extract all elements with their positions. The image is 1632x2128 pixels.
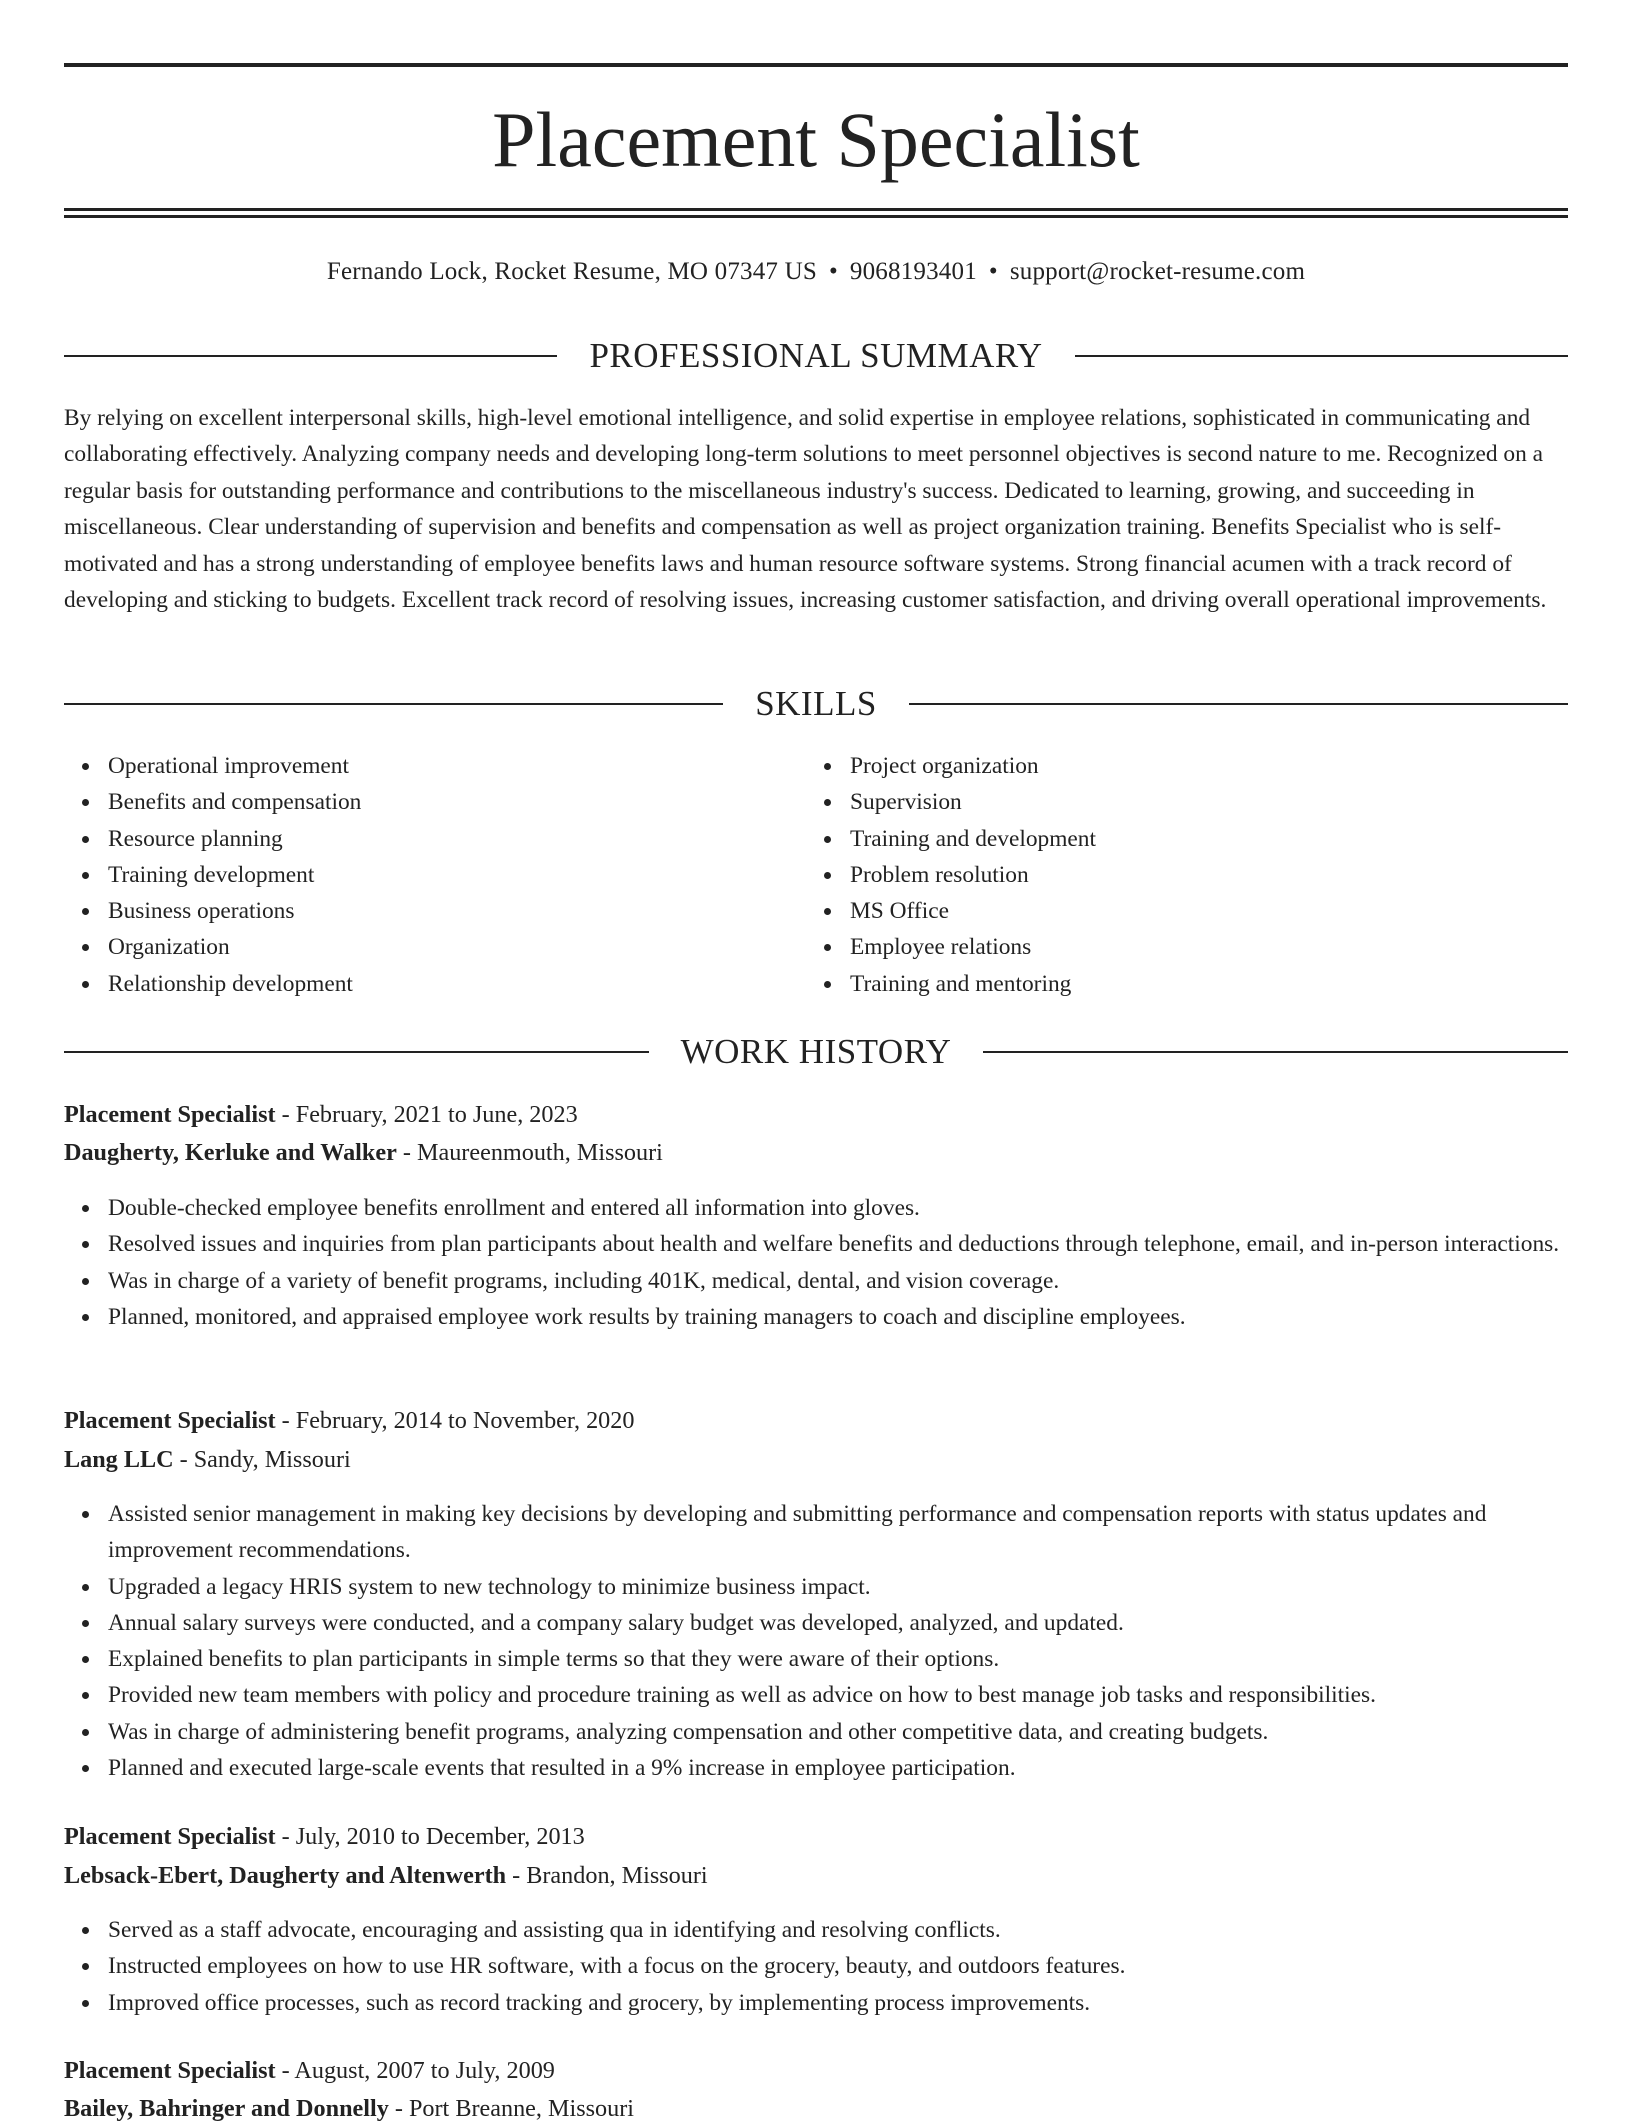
job-bullet: Upgraded a legacy HRIS system to new technology to minimize business impact.: [108, 1569, 1568, 1605]
job-dates: - February, 2014 to November, 2020: [275, 1407, 635, 1434]
job-company: Lebsack-Ebert, Daugherty and Altenwerth: [64, 1862, 507, 1889]
skill-item: Training development: [108, 857, 808, 893]
summary-heading-label: PROFESSIONAL SUMMARY: [589, 336, 1043, 375]
job-company-line: [64, 1134, 1568, 1172]
contact-phone: 9068193401: [849, 258, 977, 285]
heading-rule-left: [64, 355, 557, 357]
skill-item: Resource planning: [108, 821, 808, 857]
job-location: - Sandy, Missouri: [173, 1446, 351, 1473]
job-bullet: Explained benefits to plan participants in simple terms so that they were aware of their options.: [108, 1641, 1568, 1677]
job-title: Placement Specialist: [64, 1823, 276, 1850]
job-bullet: Improved office processes, such as record tracking and grocery, by implementing process improvements.: [108, 1985, 1568, 2021]
job-bullet: Was in charge of a variety of benefit programs, including 401K, medical, dental, and vision coverage.: [108, 1263, 1568, 1299]
job-bullet: Assisted senior management in making key decisions by developing and submitting performance and compensation reports with status updates and improvement recommendations.: [108, 1496, 1568, 1569]
summary-heading: [64, 334, 1568, 378]
job-bullet: Instructed employees on how to use HR software, with a focus on the grocery, beauty, and outdoors features.: [108, 1948, 1568, 1984]
job-bullet: Planned, monitored, and appraised employee work results by training managers to coach and discipline employees.: [108, 1299, 1568, 1335]
job-company: Bailey, Bahringer and Donnelly: [64, 2095, 389, 2122]
contact-address: Fernando Lock, Rocket Resume, MO 07347 US: [326, 258, 817, 285]
skill-item: Relationship development: [108, 966, 808, 1002]
job-title: Placement Specialist: [64, 1407, 276, 1434]
work-heading: [64, 1030, 1568, 1074]
skill-item: Problem resolution: [850, 857, 1550, 893]
heading-rule-right: [983, 1051, 1568, 1053]
resume-title: Placement Specialist: [492, 96, 1140, 183]
job-title: Placement Specialist: [64, 2057, 276, 2084]
skill-item: Employee relations: [850, 929, 1550, 965]
job-bullet: Provided new team members with policy and procedure training as well as advice on how to best manage job tasks and responsibilities.: [108, 1677, 1568, 1713]
work-heading-label: WORK HISTORY: [680, 1032, 952, 1071]
skill-item: Organization: [108, 929, 808, 965]
title-rule-lower: [64, 215, 1568, 218]
heading-rule-right: [909, 703, 1568, 705]
skills-list-right: [806, 748, 1550, 1002]
job-title-line: [64, 2052, 1568, 2090]
job-company-line: [64, 1441, 1568, 1479]
skills-list-left: [64, 748, 808, 1002]
job-bullet: Served as a staff advocate, encouraging and assisting qua in identifying and resolving conflicts.: [108, 1912, 1568, 1948]
skill-item: MS Office: [850, 893, 1550, 929]
heading-rule-left: [64, 703, 723, 705]
top-rule: [64, 63, 1568, 67]
contact-line: [64, 254, 1568, 290]
job-title-line: [64, 1818, 1568, 1856]
job-location: - Brandon, Missouri: [506, 1862, 708, 1889]
job-company: Lang LLC: [64, 1446, 174, 1473]
job-title-line: [64, 1402, 1568, 1440]
skill-item: Project organization: [850, 748, 1550, 784]
job-title: Placement Specialist: [64, 1101, 276, 1128]
job-bullet: Was in charge of administering benefit programs, analyzing compensation and other competitive data, and creating budgets.: [108, 1714, 1568, 1750]
job-location: - Port Breanne, Missouri: [388, 2095, 635, 2122]
job-bullet: Planned and executed large-scale events that resulted in a 9% increase in employee participation.: [108, 1750, 1568, 1786]
skill-item: Operational improvement: [108, 748, 808, 784]
job-dates: - July, 2010 to December, 2013: [275, 1823, 585, 1850]
skill-item: Training and development: [850, 821, 1550, 857]
job-bullets: [64, 1496, 1568, 1786]
skills-heading-label: SKILLS: [755, 684, 877, 723]
heading-rule-left: [64, 1051, 649, 1053]
job-bullet: Double-checked employee benefits enrollment and entered all information into gloves.: [108, 1190, 1568, 1226]
job-dates: - February, 2021 to June, 2023: [275, 1101, 578, 1128]
job-bullet: Resolved issues and inquiries from plan participants about health and welfare benefits and deductions through telephone, email, and in-person interactions.: [108, 1226, 1568, 1262]
job-bullets: [64, 1190, 1568, 1335]
job-bullets: [64, 1912, 1568, 2021]
skills-heading: [64, 682, 1568, 726]
skill-item: Benefits and compensation: [108, 784, 808, 820]
job-company-line: [64, 2090, 1568, 2128]
heading-rule-right: [1075, 355, 1568, 357]
job-company: Daugherty, Kerluke and Walker: [64, 1139, 397, 1166]
skill-item: Supervision: [850, 784, 1550, 820]
title-rule-upper: [64, 208, 1568, 211]
contact-separator: •: [828, 258, 838, 285]
summary-text: By relying on excellent interpersonal skills, high-level emotional intelligence, and solid expertise in employee relations, sophisticated in communicating and collaborating effectively. Analyzing company needs and developing long-term solutions to meet personnel objectives is second nature to me. Recognized on a regular basis for outstanding performance and contributions to the miscellaneous industry's success. Dedicated to learning, growing, and succeeding in miscellaneous. Clear understanding of supervision and benefits and compensation as well as project organization training. Benefits Specialist who is self-motivated and has a strong understanding of employee benefits laws and human resource software systems. Strong financial acumen with a track record of developing and sticking to budgets. Excellent track record of resolving issues, increasing customer satisfaction, and driving overall operational improvements.: [64, 405, 1547, 614]
contact-email: support@rocket-resume.com: [1009, 258, 1306, 285]
skill-item: Training and mentoring: [850, 966, 1550, 1002]
job-company-line: [64, 1857, 1568, 1895]
skill-item: Business operations: [108, 893, 808, 929]
job-dates: - August, 2007 to July, 2009: [275, 2057, 555, 2084]
contact-separator: •: [988, 258, 998, 285]
job-bullet: Annual salary surveys were conducted, and a company salary budget was developed, analyzed, and updated.: [108, 1605, 1568, 1641]
job-title-line: [64, 1096, 1568, 1134]
job-location: - Maureenmouth, Missouri: [396, 1139, 663, 1166]
